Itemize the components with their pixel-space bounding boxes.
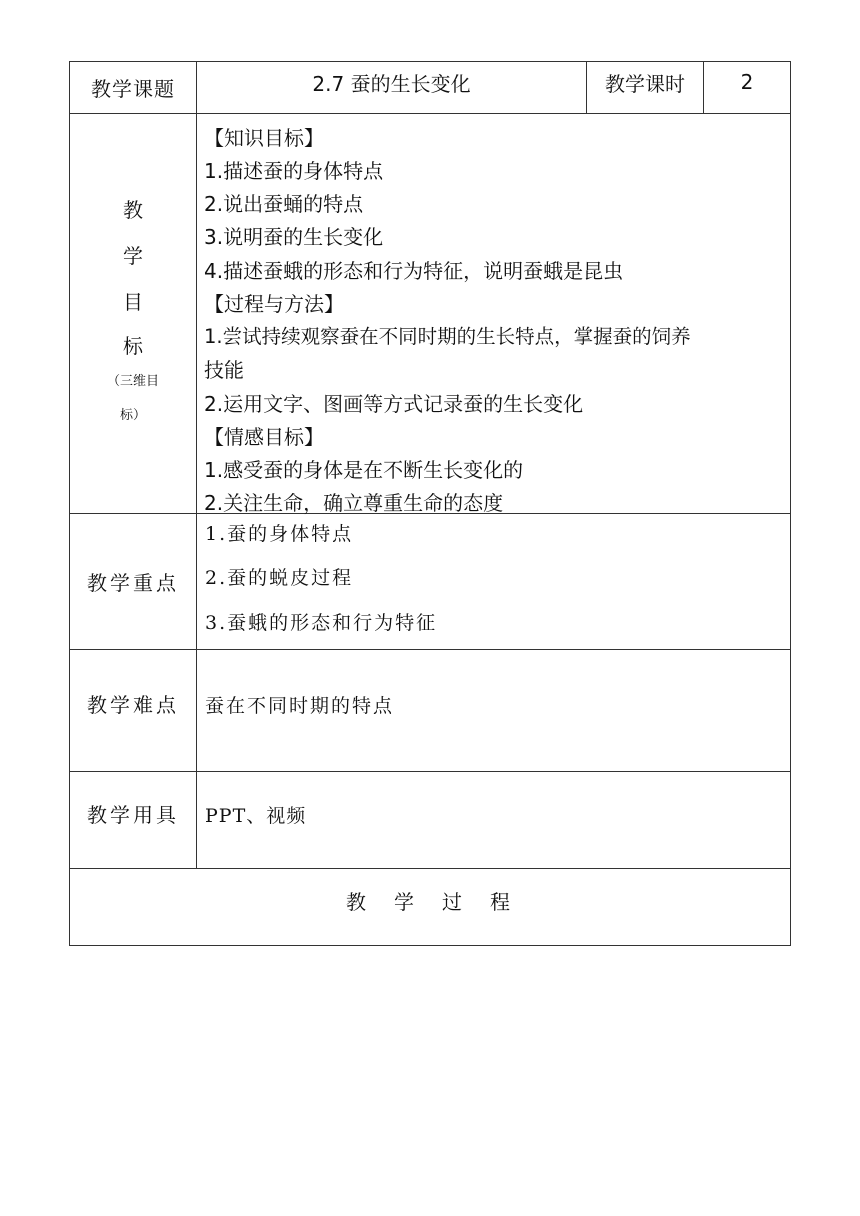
objectives-label-sub-2: 标） [119,408,146,423]
objective-line: 技能 [204,358,244,382]
key-point-item: 3.蚕蛾的形态和行为特征 [205,612,438,634]
objective-line: 2.关注生命，确立尊重生命的态度 [204,491,504,515]
key-point-item: 1.蚕的身体特点 [205,523,354,545]
objective-line: 【过程与方法】 [204,292,344,316]
key-point-item: 2.蚕的蜕皮过程 [205,567,354,589]
table-border-right [790,61,791,946]
hours-label: 教学课时 [605,71,685,96]
objective-line: 2.说出蚕蛹的特点 [204,192,364,216]
objective-line: 1.感受蚕的身体是在不断生长变化的 [204,458,524,482]
objective-line: 2.运用文字、图画等方式记录蚕的生长变化 [204,392,584,416]
tools-value: PPT、视频 [205,805,307,827]
objective-line: 4.描述蚕蛾的形态和行为特征，说明蚕蛾是昆虫 [204,259,624,283]
topic-label: 教学课题 [91,77,175,101]
difficulties-label: 教学难点 [87,692,179,717]
topic-value: 2.7 蚕的生长变化 [312,71,471,96]
process-heading: 教 学 过 程 [346,889,514,914]
objectives-label-char-4: 标 [123,334,143,358]
table-border-bottom [69,945,791,946]
objective-line: 【知识目标】 [204,126,324,150]
objectives-label-sub-1: （三维目 [106,374,159,389]
objective-line: 【情感目标】 [204,425,324,449]
key-points-label: 教学重点 [87,571,179,595]
difficulties-value: 蚕在不同时期的特点 [205,695,395,717]
objectives-label-char-3: 目 [123,290,143,314]
objectives-label-char-1: 教 [123,198,143,222]
hours-value: 2 [740,70,754,94]
objectives-label-char-2: 学 [123,244,143,268]
label-column-divider [196,61,197,869]
row-divider-1 [69,113,791,114]
objective-line: 1.尝试持续观察蚕在不同时期的生长特点，掌握蚕的饲养 [204,325,691,348]
objective-line: 3.说明蚕的生长变化 [204,225,384,249]
tools-label: 教学用具 [87,802,179,827]
objective-line: 1.描述蚕的身体特点 [204,159,384,183]
